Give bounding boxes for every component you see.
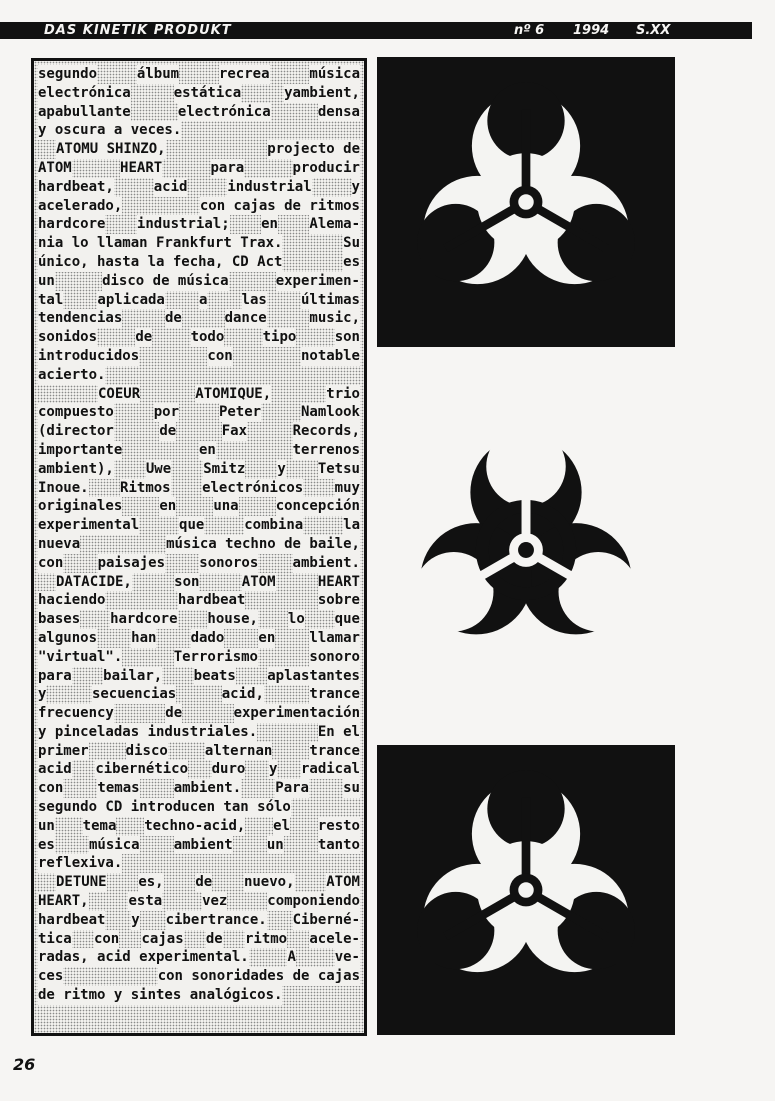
article-word: disco bbox=[125, 742, 168, 759]
magazine-title: DAS KINETIK PRODUKT bbox=[44, 23, 232, 38]
article-word: de bbox=[135, 329, 153, 346]
article-word: nia lo llaman Frankfurt Trax. bbox=[38, 235, 283, 252]
article-word: y bbox=[351, 178, 360, 195]
article-word: un bbox=[38, 272, 55, 289]
article-word: hardbeat bbox=[177, 592, 246, 609]
article-line bbox=[38, 892, 360, 911]
article-word: ambient. bbox=[292, 554, 360, 571]
article-word: industrial bbox=[227, 178, 312, 195]
article-word: hardcore bbox=[110, 611, 178, 628]
article-word: trance bbox=[309, 742, 360, 759]
article-line bbox=[38, 967, 360, 986]
article-word: duro bbox=[211, 761, 246, 778]
article-word: en bbox=[258, 629, 276, 646]
article-word: Terrorismo bbox=[173, 648, 258, 665]
article-word: En el bbox=[317, 723, 360, 740]
article-line bbox=[38, 366, 360, 385]
article-word: a bbox=[198, 291, 208, 308]
article-word: ambient), bbox=[38, 460, 114, 477]
article-word: ritmo bbox=[244, 930, 288, 947]
article-word: primer bbox=[38, 742, 89, 759]
article-word: beats bbox=[193, 667, 236, 684]
article-word: un bbox=[38, 817, 55, 834]
article-word: Ritmos bbox=[120, 479, 171, 496]
article-word: algunos bbox=[38, 629, 98, 646]
article-word: ATOM bbox=[326, 874, 360, 891]
article-text-column bbox=[31, 58, 367, 1036]
article-word: de bbox=[165, 310, 182, 327]
article-word: concepción bbox=[275, 498, 360, 515]
article-word: sobre bbox=[317, 592, 360, 609]
article-word: HEART bbox=[317, 573, 360, 590]
article-word: DETUNE bbox=[56, 874, 107, 891]
article-line bbox=[38, 178, 360, 197]
article-word: reflexiva. bbox=[38, 855, 123, 872]
article-line bbox=[38, 629, 360, 648]
article-line bbox=[38, 873, 360, 892]
article-word: con cajas de ritmos bbox=[199, 197, 360, 214]
article-line bbox=[38, 84, 360, 103]
article-line bbox=[38, 648, 360, 667]
article-word: projecto de bbox=[267, 141, 360, 158]
article-word: Alema- bbox=[309, 216, 360, 233]
article-line bbox=[38, 441, 360, 460]
article-word: Records, bbox=[292, 423, 360, 440]
article-word: un bbox=[266, 836, 284, 853]
article-word: tica bbox=[38, 930, 72, 947]
article-word: son bbox=[174, 573, 200, 590]
header-bar bbox=[0, 22, 752, 39]
article-word: disco de música bbox=[102, 272, 229, 289]
article-word: yambient, bbox=[284, 84, 360, 101]
page-number: 26 bbox=[13, 1055, 36, 1074]
article-line bbox=[38, 854, 360, 873]
article-word: dance bbox=[224, 310, 267, 327]
article-word: hardbeat, bbox=[38, 178, 114, 195]
article-word: últimas bbox=[300, 291, 360, 308]
article-word: tendencias bbox=[38, 310, 123, 327]
article-word: todo bbox=[190, 329, 225, 346]
article-word: notable bbox=[300, 347, 360, 364]
article-word: electrónicos bbox=[202, 479, 304, 496]
article-word: acelerado, bbox=[38, 197, 123, 214]
article-word: trance bbox=[309, 686, 360, 703]
article-word: música bbox=[88, 836, 140, 853]
article-word: ces bbox=[38, 968, 64, 985]
article-word: para bbox=[210, 159, 245, 176]
article-line bbox=[38, 667, 360, 686]
article-word: frecuency bbox=[38, 705, 114, 722]
article-line bbox=[38, 385, 360, 404]
article-word: único, hasta la fecha, CD Act bbox=[38, 253, 283, 270]
article-line bbox=[38, 422, 360, 441]
article-word: Namlook bbox=[300, 404, 360, 421]
article-word: y bbox=[277, 460, 286, 477]
article-word: experimental bbox=[38, 517, 140, 534]
article-word: es, bbox=[138, 874, 164, 891]
article-line bbox=[38, 234, 360, 253]
biohazard-icon bbox=[377, 400, 675, 700]
article-word: segundo CD introducen tan sólo bbox=[38, 799, 291, 816]
article-word: nuevo, bbox=[243, 874, 295, 891]
article-line bbox=[38, 272, 360, 291]
article-line bbox=[38, 479, 360, 498]
article-word: originales bbox=[38, 498, 123, 515]
article-word: aplicada bbox=[97, 291, 165, 308]
article-word: tal bbox=[38, 291, 64, 308]
article-line bbox=[38, 121, 360, 140]
article-line bbox=[38, 535, 360, 554]
article-word: y bbox=[131, 911, 140, 928]
article-word: ambient bbox=[173, 836, 233, 853]
article-word: ATOM bbox=[38, 159, 72, 176]
article-word: sonoro bbox=[309, 648, 360, 665]
article-line bbox=[38, 760, 360, 779]
article-line bbox=[38, 403, 360, 422]
article-word: y bbox=[38, 686, 47, 703]
article-line bbox=[38, 723, 360, 742]
article-word: cibertrance. bbox=[165, 911, 267, 928]
article-line bbox=[38, 742, 360, 761]
article-word: alternan bbox=[204, 742, 273, 759]
article-word: que bbox=[179, 517, 205, 534]
article-word: de bbox=[159, 423, 177, 440]
article-word: terrenos bbox=[292, 441, 360, 458]
article-word: con bbox=[93, 930, 120, 947]
article-word: de ritmo y sintes analógicos. bbox=[38, 987, 283, 1004]
article-word: music, bbox=[309, 310, 360, 327]
article-word: HEART bbox=[120, 159, 163, 176]
article-word: industrial; bbox=[136, 216, 230, 233]
article-word: resto bbox=[317, 817, 360, 834]
article-word: y oscura a veces. bbox=[38, 122, 182, 139]
article-word: ve- bbox=[334, 949, 360, 966]
article-word: (director bbox=[38, 423, 114, 440]
biohazard-image-3 bbox=[377, 745, 675, 1035]
article-word: importante bbox=[38, 441, 123, 458]
article-word: es bbox=[38, 836, 55, 853]
article-word: hardbeat bbox=[38, 911, 106, 928]
article-word: de bbox=[165, 705, 183, 722]
article-word: experimen- bbox=[275, 272, 360, 289]
article-word: sonidos bbox=[38, 329, 98, 346]
article-word: haciendo bbox=[38, 592, 106, 609]
article-line bbox=[38, 460, 360, 479]
article-word: Ciberné- bbox=[292, 911, 360, 928]
article-word: sonoros bbox=[199, 554, 259, 571]
article-line bbox=[38, 140, 360, 159]
article-word: muy bbox=[334, 479, 360, 496]
article-line bbox=[38, 986, 360, 1005]
article-word: lo bbox=[287, 611, 305, 628]
article-word: HEART, bbox=[38, 893, 89, 910]
article-word: techno-acid, bbox=[144, 817, 246, 834]
article-line bbox=[38, 817, 360, 836]
article-word: estática bbox=[173, 84, 242, 101]
article-word: tema bbox=[82, 817, 117, 834]
article-word: en bbox=[199, 441, 216, 458]
biohazard-icon bbox=[377, 57, 675, 347]
issue-number: nº 6 bbox=[514, 23, 545, 38]
article-line bbox=[38, 253, 360, 272]
article-word: componiendo bbox=[267, 893, 360, 910]
article-word: con sonoridades de cajas bbox=[157, 968, 360, 985]
article-word: secuencias bbox=[91, 686, 177, 703]
article-word: acele- bbox=[309, 930, 360, 947]
article-word: acierto. bbox=[38, 366, 106, 383]
article-word: ATOMU SHINZO, bbox=[56, 141, 166, 158]
article-line bbox=[38, 65, 360, 84]
article-line bbox=[38, 573, 360, 592]
article-line bbox=[38, 930, 360, 949]
article-line bbox=[38, 309, 360, 328]
issue-year: 1994 bbox=[573, 23, 610, 38]
article-word: apabullante bbox=[38, 103, 131, 120]
article-word: acid bbox=[38, 761, 72, 778]
article-line bbox=[38, 948, 360, 967]
article-line bbox=[38, 685, 360, 704]
article-word: bases bbox=[38, 611, 81, 628]
article-line bbox=[38, 516, 360, 535]
biohazard-center-dot bbox=[518, 882, 533, 897]
article-line bbox=[38, 497, 360, 516]
article-word: en bbox=[159, 498, 177, 515]
article-word: house, bbox=[207, 611, 258, 628]
article-word: paisajes bbox=[97, 554, 165, 571]
article-word: DATACIDE, bbox=[56, 573, 132, 590]
article-word: de bbox=[195, 874, 213, 891]
article-line bbox=[38, 836, 360, 855]
article-line bbox=[38, 798, 360, 817]
article-word: cajas bbox=[141, 930, 184, 947]
article-word: Fax bbox=[221, 423, 248, 440]
article-word: A bbox=[287, 949, 296, 966]
article-word: temas bbox=[97, 780, 140, 797]
article-word: de bbox=[205, 930, 223, 947]
article-word: música techno de baile, bbox=[166, 535, 360, 552]
biohazard-center-dot bbox=[518, 194, 533, 209]
article-line bbox=[38, 197, 360, 216]
article-line bbox=[38, 591, 360, 610]
article-line bbox=[38, 554, 360, 573]
article-word: trio bbox=[326, 385, 360, 402]
article-word: acid, bbox=[221, 686, 264, 703]
article-word: recrea bbox=[218, 66, 270, 82]
article-word: en bbox=[261, 216, 278, 233]
article-word: compuesto bbox=[38, 404, 114, 421]
article-word: con bbox=[207, 347, 233, 364]
biohazard-icon bbox=[377, 745, 675, 1035]
article-word: han bbox=[131, 629, 157, 646]
article-line bbox=[38, 911, 360, 930]
article-word: una bbox=[213, 498, 239, 515]
article-word: introducidos bbox=[38, 347, 140, 364]
article-line bbox=[38, 328, 360, 347]
article-word: Uwe bbox=[145, 460, 172, 477]
article-word: que bbox=[334, 611, 360, 628]
article-word: la bbox=[343, 517, 360, 534]
article-word: dado bbox=[190, 629, 225, 646]
article-word: radical bbox=[300, 761, 360, 778]
article-word: y pinceladas industriales. bbox=[38, 723, 258, 740]
biohazard-center-dot bbox=[518, 542, 534, 558]
article-word: son bbox=[334, 329, 360, 346]
article-word: combina bbox=[244, 517, 304, 534]
article-word: nueva bbox=[38, 535, 81, 552]
article-word: con bbox=[38, 554, 64, 571]
article-word: ATOM bbox=[241, 573, 276, 590]
article-word: segundo bbox=[38, 66, 98, 82]
article-word: Para bbox=[275, 780, 309, 797]
biohazard-image-2 bbox=[377, 400, 675, 700]
article-word: Peter bbox=[218, 404, 262, 421]
article-line bbox=[38, 215, 360, 234]
article-word: producir bbox=[292, 159, 360, 176]
article-word: vez bbox=[202, 893, 228, 910]
article-word: Inoue. bbox=[38, 479, 89, 496]
article-word: Su bbox=[343, 235, 360, 252]
article-word: es bbox=[343, 253, 360, 270]
article-word: ATOMIQUE, bbox=[195, 385, 272, 402]
article-word: tanto bbox=[317, 836, 360, 853]
article-word: y bbox=[268, 761, 278, 778]
article-word: electrónica bbox=[177, 103, 271, 120]
article-word: esta bbox=[128, 893, 163, 910]
article-line bbox=[38, 704, 360, 723]
article-word: álbum bbox=[136, 66, 180, 82]
article-line bbox=[38, 779, 360, 798]
article-word: por bbox=[153, 404, 180, 421]
article-word: su bbox=[343, 780, 360, 797]
article-word: para bbox=[38, 667, 72, 684]
article-line bbox=[38, 159, 360, 178]
article-word: las bbox=[241, 291, 267, 308]
article-word: acid bbox=[153, 178, 188, 195]
article-line bbox=[38, 347, 360, 366]
article-word: electrónica bbox=[38, 84, 131, 101]
article-word: tipo bbox=[262, 329, 297, 346]
article-word: ambient. bbox=[173, 780, 242, 797]
article-line bbox=[38, 103, 360, 122]
biohazard-image-1 bbox=[377, 57, 675, 347]
article-line bbox=[38, 610, 360, 629]
article-word: radas, acid experimental. bbox=[38, 949, 249, 966]
article-word: COEUR bbox=[98, 385, 141, 402]
article-word: Smitz bbox=[203, 460, 246, 477]
article-word: llamar bbox=[309, 629, 360, 646]
article-word: aplastantes bbox=[267, 667, 360, 684]
article-word: el bbox=[273, 817, 291, 834]
article-word: bailar, bbox=[103, 667, 163, 684]
article-word: experimentación bbox=[233, 705, 360, 722]
article-word: cibernético bbox=[95, 761, 189, 778]
article-word: hardcore bbox=[38, 216, 106, 233]
article-word: con bbox=[38, 780, 64, 797]
page-reference: S.XX bbox=[636, 23, 671, 38]
article-word: Tetsu bbox=[317, 460, 360, 477]
article-line bbox=[38, 291, 360, 310]
article-word: densa bbox=[317, 103, 360, 120]
article-word: música bbox=[309, 66, 360, 82]
article-word: "virtual". bbox=[38, 648, 123, 665]
